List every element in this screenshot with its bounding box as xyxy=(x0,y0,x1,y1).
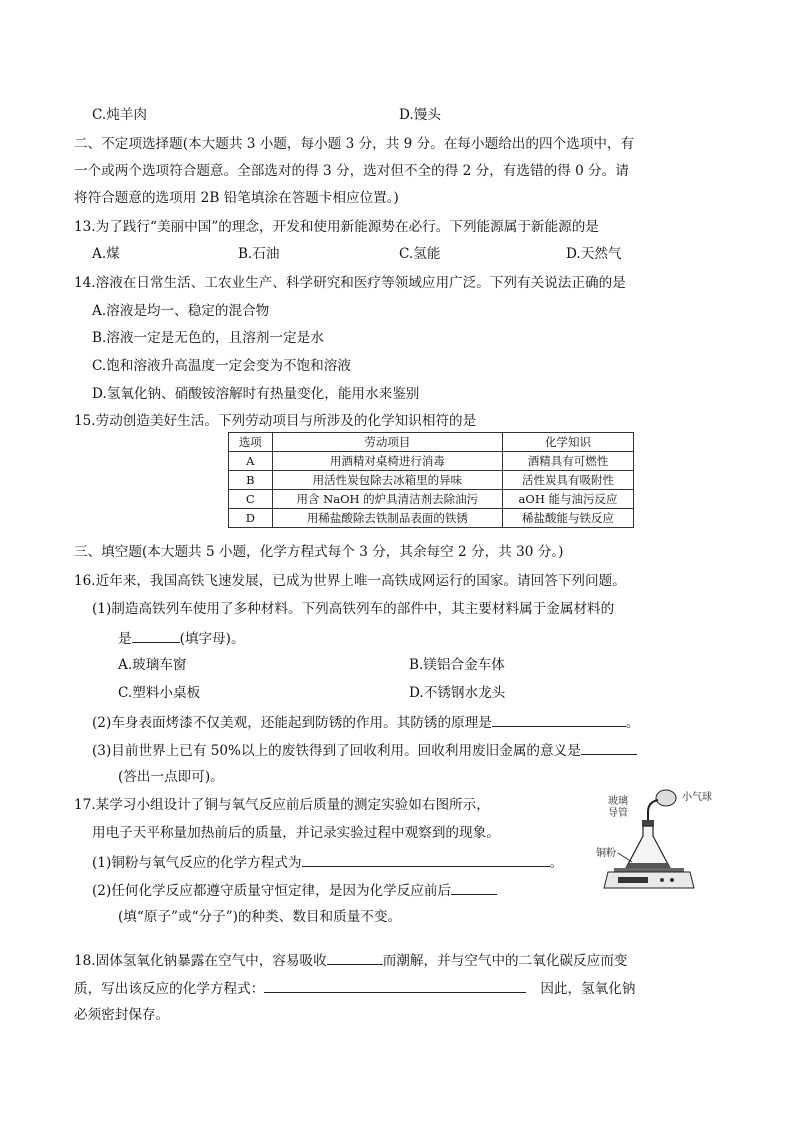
q14-stem: 14.溶液在日常生活、工农业生产、科学研究和医疗等领域应用广泛。下列有关说法正确的是 xyxy=(74,275,626,291)
table-cell: A xyxy=(229,452,273,471)
table-cell: aOH 能与油污反应 xyxy=(503,490,634,509)
q18-line1-prefix: 18.固体氢氧化钠暴露在空气中，容易吸收 xyxy=(74,953,327,969)
q13-stem: 13.为了践行“美丽中国”的理念，开发和使用新能源势在必行。下列能源属于新能源的是 xyxy=(74,219,599,235)
q16-part1-line1: (1)制造高铁列车使用了多种材料。下列高铁列车的部件中，其主要材料属于金属材料的 xyxy=(92,601,615,617)
section3-intro: 三、填空题(本大题共 5 小题，化学方程式每个 3 分，其余每空 2 分，共 30 分。) xyxy=(74,544,564,560)
q13-option-b: B.石油 xyxy=(238,246,280,262)
q17-stem-line2: 用电子天平称量加热前后的质量，并记录实验过程中观察到的现象。 xyxy=(92,825,500,841)
q17-part1-prefix: (1)铜粉与氧气反应的化学方程式为 xyxy=(92,855,302,871)
table-row xyxy=(229,490,634,509)
balance-display-shape xyxy=(618,877,648,883)
q13-option-d: D.天然气 xyxy=(566,246,622,262)
table-cell: 用稀盐酸除去铁制品表面的铁锈 xyxy=(272,509,502,528)
q17-part1-suffix: 。 xyxy=(549,855,564,871)
fig-label-tube: 导管 xyxy=(608,808,628,819)
table-row xyxy=(229,509,634,528)
stopper-shape xyxy=(642,820,654,826)
table-header-cell: 选项 xyxy=(229,433,273,452)
q16-part3-line2: (答出一点即可)。 xyxy=(118,769,224,785)
q18-answer-blank-1[interactable] xyxy=(327,950,383,965)
fig-label-copper: 铜粉 xyxy=(596,848,616,859)
flask-shape xyxy=(626,826,670,868)
q16-option-b: B.镁铝合金车体 xyxy=(409,657,505,673)
q16-part1-suffix: (填字母)。 xyxy=(179,631,245,647)
q17-part2-line2: (填“原子”或“分子”)的种类、数目和质量不变。 xyxy=(118,909,402,925)
section2-intro-line2: 一个或两个选项符合题意。全部选对的得 3 分，选对但不全的得 2 分，有选错的得 0 分。请 xyxy=(74,163,629,179)
q16-part3 xyxy=(92,740,637,760)
table-cell: 用活性炭包除去冰箱里的异味 xyxy=(272,471,502,490)
q17-part2-answer-blank[interactable] xyxy=(451,880,497,895)
section2-intro-line1: 二、不定项选择题(本大题共 3 小题，每小题 3 分，共 9 分。在每小题给出的四个选项中，有 xyxy=(74,136,635,152)
table-row xyxy=(229,471,634,490)
q16-part3-prefix: (3)目前世界上已有 50%以上的废铁得到了回收利用。回收利用废旧金属的意义是 xyxy=(92,743,581,759)
q16-option-a: A.玻璃车窗 xyxy=(118,657,187,673)
table-cell: D xyxy=(229,509,273,528)
q16-part1-answer-blank[interactable] xyxy=(132,628,180,643)
table-cell: 稀盐酸能与铁反应 xyxy=(503,509,634,528)
q17-part1 xyxy=(92,852,563,872)
q18-line3: 必须密封保存。 xyxy=(74,1007,170,1023)
section2-intro-line3: 将符合题意的选项用 2B 铅笔填涂在答题卡相应位置。) xyxy=(74,190,399,206)
electronic-balance-shape xyxy=(604,872,694,888)
q16-part1-prefix: 是 xyxy=(118,631,132,647)
table-header-cell: 化学知识 xyxy=(503,433,634,452)
balance-pan-shape xyxy=(614,868,684,872)
q12-option-d: D.馒头 xyxy=(399,107,441,123)
q18-line1-suffix: 而潮解，并与空气中的二氧化碳反应而变 xyxy=(382,953,628,969)
q17-stem-line1: 17.某学习小组设计了铜与氧气反应前后质量的测定实验如右图所示， xyxy=(74,797,490,813)
q16-part2-answer-blank[interactable] xyxy=(492,712,626,727)
table-header-cell: 劳动项目 xyxy=(272,433,502,452)
q13-option-a: A.煤 xyxy=(92,246,120,262)
table-cell: C xyxy=(229,490,273,509)
q15-stem: 15.劳动创造美好生活。下列劳动项目与所涉及的化学知识相符的是 xyxy=(74,413,477,429)
table-cell: 用含 NaOH 的炉具清洁剂去除油污 xyxy=(272,490,502,509)
q14-option-a: A.溶液是均一、稳定的混合物 xyxy=(92,303,270,319)
q15-table xyxy=(228,432,634,528)
table-cell: 酒精具有可燃性 xyxy=(503,452,634,471)
q16-stem: 16.近年来，我国高铁飞速发展，已成为世界上唯一高铁成网运行的国家。请回答下列问题。 xyxy=(74,573,626,589)
copper-label-line xyxy=(618,853,632,862)
q16-part2-prefix: (2)车身表面烤漆不仅美观，还能起到防锈的作用。其防锈的原理是 xyxy=(92,715,492,731)
q17-part2 xyxy=(92,880,497,900)
fig-label-glass: 玻璃 xyxy=(608,796,628,807)
copper-powder-shape xyxy=(626,863,670,868)
q17-part1-answer-blank[interactable] xyxy=(302,852,550,867)
q12-option-c: C.炖羊肉 xyxy=(92,107,148,123)
q13-option-c: C.氢能 xyxy=(399,246,441,262)
glass-tube-shape xyxy=(648,800,658,822)
q16-part1-line2 xyxy=(118,628,245,648)
q18-answer-blank-2[interactable] xyxy=(264,978,526,993)
q17-apparatus-figure xyxy=(596,784,736,894)
q18-line2 xyxy=(74,978,635,998)
q18-line1 xyxy=(74,950,627,970)
q14-option-b: B.溶液一定是无色的，且溶剂一定是水 xyxy=(92,330,324,346)
balloon-shape xyxy=(656,790,676,806)
q16-part3-answer-blank[interactable] xyxy=(581,740,637,755)
table-header-row xyxy=(229,433,634,452)
balance-button-shape xyxy=(670,878,674,882)
table-cell: 用酒精对桌椅进行消毒 xyxy=(272,452,502,471)
table-row xyxy=(229,452,634,471)
q18-line2-prefix: 质，写出该反应的化学方程式： xyxy=(74,981,265,997)
q17-part2-prefix: (2)任何化学反应都遵守质量守恒定律，是因为化学反应前后 xyxy=(92,883,452,899)
q16-option-d: D.不锈钢水龙头 xyxy=(409,685,506,701)
table-cell: 活性炭具有吸附性 xyxy=(503,471,634,490)
table-cell: B xyxy=(229,471,273,490)
q14-option-c: C.饱和溶液升高温度一定会变为不饱和溶液 xyxy=(92,358,351,374)
q16-part2-suffix: 。 xyxy=(625,715,640,731)
q18-line2-suffix: 因此，氢氧化钠 xyxy=(540,981,636,997)
balance-button-shape xyxy=(660,878,664,882)
q16-option-c: C.塑料小桌板 xyxy=(118,685,201,701)
fig-label-balloon: 小气球 xyxy=(682,792,712,803)
q14-option-d: D.氢氧化钠、硝酸铵溶解时有热量变化，能用水来鉴别 xyxy=(92,386,420,402)
q16-part2 xyxy=(92,712,639,732)
